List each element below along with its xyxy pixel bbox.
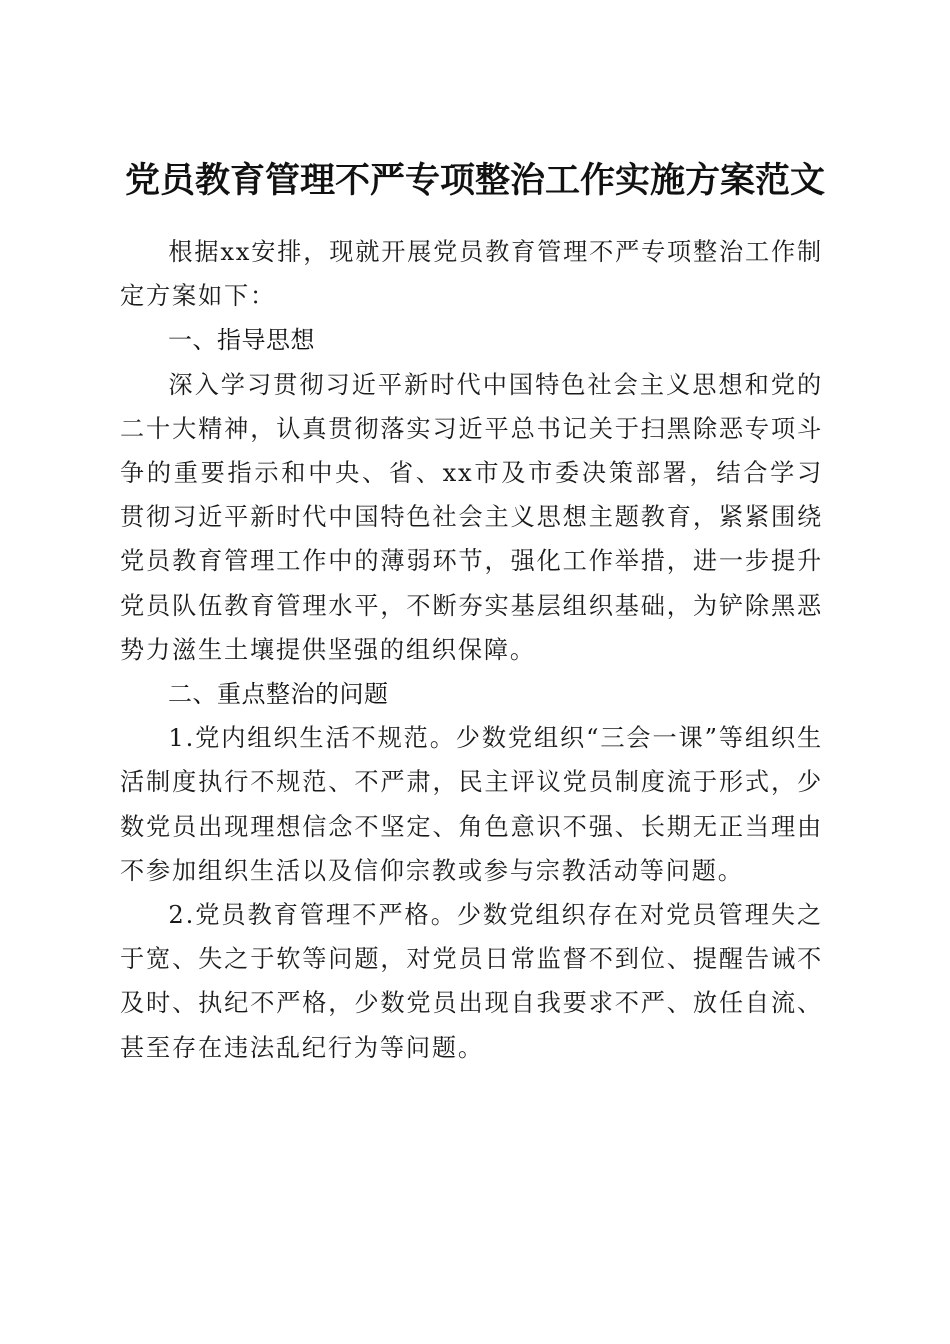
guiding-ideology-paragraph: 深入学习贯彻习近平新时代中国特色社会主义思想和党的二十大精神，认真贯彻落实习近平总书记关于扫黑除恶专项斗争的重要指示和中央、省、xx市及市委决策部署，结合学习贯彻习近平新时代中国特色社会主义思想主题教育，紧紧围绕党员教育管理工作中的薄弱环节，强化工作举措，进一步提升党员队伍教育管理水平，不断夯实基层组织基础，为铲除黑恶势力滋生土壤提供坚强的组织保障。	[120, 370, 823, 664]
key-issue-paragraph-2: 2.党员教育管理不严格。少数党组织存在对党员管理失之于宽、失之于软等问题，对党员日常监督不到位、提醒告诫不及时、执纪不严格，少数党员出现自我要求不严、放任自流、甚至存在违法乱纪行为等问题。	[120, 901, 823, 1062]
section-heading-guiding-ideology: 一、指导思想	[168, 326, 315, 355]
document-body	[120, 230, 823, 1070]
key-issue-paragraph-1: 1.党内组织生活不规范。少数党组织“三会一课”等组织生活制度执行不规范、不严肃，民主评议党员制度流于形式，少数党员出现理想信念不坚定、角色意识不强、长期无正当理由不参加组织生活以及信仰宗教或参与宗教活动等问题。	[120, 724, 823, 885]
section-heading-key-issues: 二、重点整治的问题	[168, 680, 389, 709]
intro-paragraph: 根据xx安排，现就开展党员教育管理不严专项整治工作制定方案如下：	[120, 238, 823, 311]
document-title: 党员教育管理不严专项整治工作实施方案范文	[124, 160, 825, 202]
